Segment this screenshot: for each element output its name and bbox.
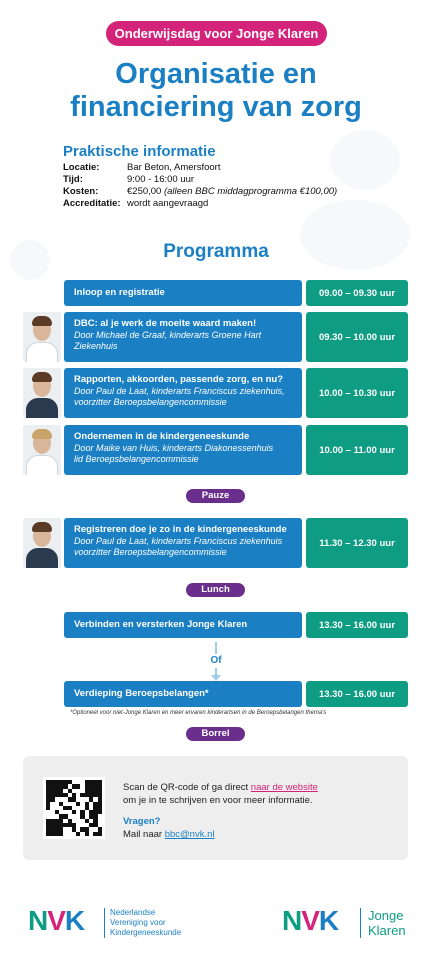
session-title: Inloop en registratie (74, 287, 165, 298)
session-time: 11.30 – 12.30 uur (306, 518, 408, 568)
info-value (127, 186, 403, 198)
session-time: 09.00 – 09.30 uur (306, 280, 408, 306)
session-title-box (64, 681, 302, 707)
logo-letter-n: N (282, 905, 302, 936)
session-time: 13.30 – 16.00 uur (306, 681, 408, 707)
info-row-location (63, 162, 403, 174)
session-title: Verbinden en versterken Jonge Klaren (74, 619, 248, 630)
speaker-photo (23, 518, 61, 568)
speaker-photo (23, 312, 61, 362)
qr-code[interactable] (43, 777, 105, 839)
signup-panel (23, 756, 408, 860)
session-time: 10.00 – 10.30 uur (306, 368, 408, 418)
session-title-box (64, 280, 302, 306)
logo-letter-v: V (301, 905, 319, 936)
info-value: Bar Beton, Amersfoort (127, 162, 221, 173)
signup-line-1 (123, 781, 393, 794)
title-line-2: financiering van zorg (70, 91, 362, 123)
info-key: Kosten: (63, 186, 99, 197)
session-title: Rapporten, akkoorden, passende zorg, en nu? (74, 374, 284, 385)
nvk-wordmark (28, 906, 84, 936)
session-speaker: Door Paul de Laat, kinderarts Franciscus ziekenhuis (74, 536, 283, 546)
info-value: wordt aangevraagd (127, 198, 209, 209)
session-title: Registreren doe je zo in de kindergeneeskunde (74, 524, 287, 535)
cost-note: (alleen BBC middagprogramma €100,00) (163, 186, 338, 197)
nvk-logo (28, 904, 218, 944)
email-link[interactable]: bbc@nvk.nl (164, 829, 215, 840)
session-speaker-org: Ziekenhuis (74, 341, 118, 351)
practical-info (63, 143, 403, 210)
session-title: Ondernemen in de kindergeneeskunde (74, 431, 250, 442)
session-title-box (64, 368, 302, 418)
pause-badge: Pauze (186, 489, 245, 503)
logo-text-line: Jonge (368, 908, 404, 923)
logo-divider (360, 908, 361, 938)
session-row (23, 518, 408, 568)
logo-divider (104, 908, 105, 938)
nvk-wordmark (282, 906, 338, 936)
signup-line-2: om je in te schrijven en voor meer informatie. (123, 795, 313, 806)
session-row (23, 280, 408, 306)
logo-text-line: Nederlandse (110, 908, 156, 917)
borrel-badge: Borrel (186, 727, 245, 741)
signup-prefix: Scan de QR-code of ga direct (123, 782, 251, 793)
mail-prefix: Mail naar (123, 829, 165, 840)
session-title-box (64, 518, 302, 568)
info-heading: Praktische informatie (63, 143, 216, 160)
session-speaker-org: voorzitter Beroepsbelangencommissie (74, 397, 227, 407)
info-row-accreditation (63, 198, 403, 210)
logo-text-line: Kindergeneeskunde (110, 928, 182, 937)
info-key: Accreditatie: (63, 198, 121, 209)
session-title: DBC: al je werk de moeite waard maken! (74, 318, 257, 329)
cost-value: €250,00 (127, 186, 162, 197)
session-row (23, 612, 408, 638)
jonge-klaren-text (368, 908, 406, 938)
info-key: Tijd: (63, 174, 83, 185)
info-row-time (63, 174, 403, 186)
nvk-full-name (110, 908, 181, 938)
session-time: 13.30 – 16.00 uur (306, 612, 408, 638)
session-row (23, 312, 408, 362)
session-title-box (64, 312, 302, 362)
info-row-cost (63, 186, 403, 198)
jonge-klaren-logo (282, 904, 412, 944)
session-speaker: Door Michael de Graaf, kinderarts Groene Hart (74, 330, 262, 340)
questions-heading: Vragen? (123, 816, 161, 827)
program-heading: Programma (163, 241, 269, 262)
connector-line (215, 642, 217, 654)
session-time: 10.00 – 11.00 uur (306, 425, 408, 475)
session-speaker: Door Paul de Laat, kinderarts Franciscus ziekenhuis, (74, 386, 285, 396)
session-row (23, 681, 408, 707)
logo-text-line: Klaren (368, 923, 406, 938)
title-line-1: Organisatie en (115, 58, 317, 90)
or-label: Of (210, 655, 222, 666)
speaker-photo (23, 368, 61, 418)
session-speaker-org: lid Beroepsbelangencommissie (74, 454, 199, 464)
lunch-badge: Lunch (186, 583, 245, 597)
logo-letter-n: N (28, 905, 48, 936)
info-key: Locatie: (63, 162, 100, 173)
session-title-box (64, 612, 302, 638)
session-row (23, 425, 408, 475)
website-link[interactable]: naar de website (250, 782, 318, 793)
session-row (23, 368, 408, 418)
footnote: *Optioneel voor niet-Jonge Klaren en meer ervaren kinderartsen in de Beroepsbelangen thema's (70, 710, 327, 716)
session-time: 09.30 – 10.00 uur (306, 312, 408, 362)
info-value: 9:00 - 16:00 uur (127, 174, 195, 185)
logo-letter-v: V (47, 905, 65, 936)
session-title-box (64, 425, 302, 475)
speaker-photo (23, 425, 61, 475)
session-title: Verdieping Beroepsbelangen* (74, 688, 209, 699)
logo-text-line: Vereniging voor (110, 918, 166, 927)
session-speaker-org: voorzitter Beroepsbelangencommissie (74, 547, 227, 557)
logo-letter-k: K (318, 905, 339, 936)
session-speaker: Door Maike van Huis, kinderarts Diakonessenhuis (74, 443, 274, 453)
event-badge: Onderwijsdag voor Jonge Klaren (106, 21, 327, 46)
page-title (0, 58, 432, 124)
signup-text (123, 781, 393, 841)
mail-line (123, 828, 393, 841)
logo-letter-k: K (64, 905, 85, 936)
